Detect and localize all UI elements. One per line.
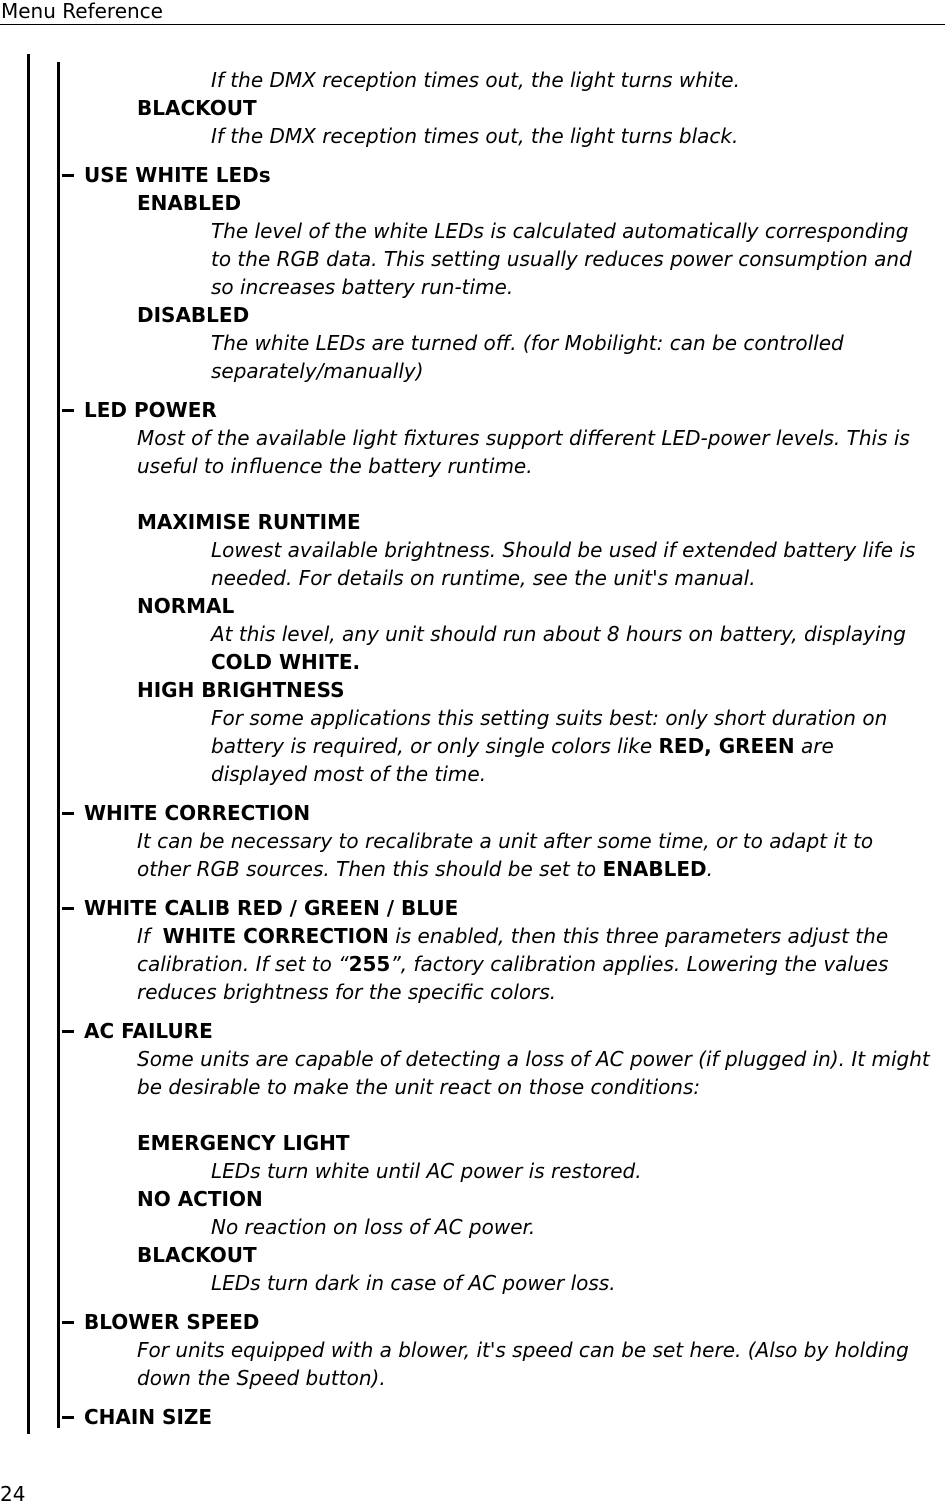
section-white-correction [62, 799, 932, 883]
section-blower-speed [62, 1308, 932, 1392]
option-title-no-action: NO ACTION [137, 1187, 263, 1211]
option-description: The level of the white LEDs is calculated automatically corresponding to the RGB data. This setting usually reduces power consumption and so increases battery run-time. [211, 219, 912, 299]
option-description [211, 704, 932, 788]
option-title-high-brightness: HIGH BRIGHTNESS [137, 678, 345, 702]
option-title-normal: NORMAL [137, 594, 235, 618]
option-title-disabled: DISABLED [137, 303, 250, 327]
option-description: If the DMX reception times out, the light turns black. [211, 124, 739, 148]
option-description: LEDs turn white until AC power is restored. [211, 1159, 642, 1183]
inner-tree-line [57, 62, 60, 1428]
section-description [137, 922, 932, 1006]
menu-reference-content [62, 66, 932, 1442]
section-chain-size [62, 1403, 932, 1431]
page-header [0, 0, 945, 25]
section-description [137, 827, 932, 883]
option-title-maximise-runtime: MAXIMISE RUNTIME [137, 510, 361, 534]
section-description: Most of the available light fixtures support different LED-power levels. This is useful to influence the battery runtime. [137, 426, 910, 478]
section-led-power [62, 396, 932, 788]
option-description: If the DMX reception times out, the light turns white. [211, 68, 740, 92]
tree-branch-dash [62, 907, 74, 910]
option-description-text: are displayed most of the time. [211, 734, 834, 786]
option-description: No reaction on loss of AC power. [211, 1215, 536, 1239]
section-white-calib [62, 894, 932, 1006]
section-description-text: ”, factory calibration applies. Lowering the values reduces brightness for the specific colors. [137, 952, 889, 1004]
section-title [62, 799, 932, 827]
section-title-text: USE WHITE LEDs [84, 163, 271, 187]
period: . [706, 857, 714, 881]
section-description-text: If [137, 924, 150, 948]
option-description-text: For some applications this setting suits best: only short duration on battery is required, or only single colors like [211, 706, 888, 758]
section-description: Some units are capable of detecting a loss of AC power (if plugged in). It might be desirable to make the unit react on those conditions: [137, 1047, 930, 1099]
tree-branch-dash [62, 1321, 74, 1324]
section-title [62, 1403, 932, 1431]
option-title-emergency-light: EMERGENCY LIGHT [137, 1131, 350, 1155]
option-description: Lowest available brightness. Should be used if extended battery life is needed. For details on runtime, see the unit's manual. [211, 538, 916, 590]
option-description: LEDs turn dark in case of AC power loss. [211, 1271, 616, 1295]
section-title [62, 1017, 932, 1045]
emphasis-enabled: ENABLED [602, 857, 707, 881]
emphasis-cold-white: COLD WHITE. [211, 650, 361, 674]
section-title [62, 894, 932, 922]
emphasis-red-green: RED, GREEN [658, 734, 795, 758]
section-continued [62, 66, 932, 150]
outer-tree-line [27, 54, 30, 1434]
section-title-text: WHITE CORRECTION [84, 801, 311, 825]
option-title-blackout: BLACKOUT [137, 96, 257, 120]
tree-branch-dash [62, 1416, 74, 1419]
tree-branch-dash [62, 174, 74, 177]
tree-branch-dash [62, 1030, 74, 1033]
tree-branch-dash [62, 409, 74, 412]
section-title-text: LED POWER [84, 398, 217, 422]
section-title-text: AC FAILURE [84, 1019, 213, 1043]
emphasis-255: 255 [348, 952, 391, 976]
section-title [62, 1308, 932, 1336]
option-description [211, 620, 932, 676]
emphasis-white-correction: WHITE CORRECTION [162, 924, 389, 948]
section-description: For units equipped with a blower, it's speed can be set here. (Also by holding down the Speed button). [137, 1338, 909, 1390]
section-description-text: It can be necessary to recalibrate a unit after some time, or to adapt it to other RGB sources. Then this should be set to [137, 829, 874, 881]
option-title-enabled: ENABLED [137, 191, 242, 215]
section-description-text: is enabled, then this three parameters adjust the calibration. If set to “ [137, 924, 889, 976]
section-title-text: CHAIN SIZE [84, 1405, 213, 1429]
section-title-text: BLOWER SPEED [84, 1310, 260, 1334]
option-title-blackout: BLACKOUT [137, 1243, 257, 1267]
tree-branch-dash [62, 812, 74, 815]
section-title [62, 161, 932, 189]
page-number: 24 [0, 1482, 26, 1506]
option-description-text: At this level, any unit should run about 8 hours on battery, displaying [211, 622, 906, 646]
section-title [62, 396, 932, 424]
page-header-title: Menu Reference [1, 0, 163, 23]
section-ac-failure [62, 1017, 932, 1297]
section-use-white-leds [62, 161, 932, 385]
option-description: The white LEDs are turned off. (for Mobilight: can be controlled separately/manually) [211, 331, 844, 383]
section-title-text: WHITE CALIB RED / GREEN / BLUE [84, 896, 459, 920]
